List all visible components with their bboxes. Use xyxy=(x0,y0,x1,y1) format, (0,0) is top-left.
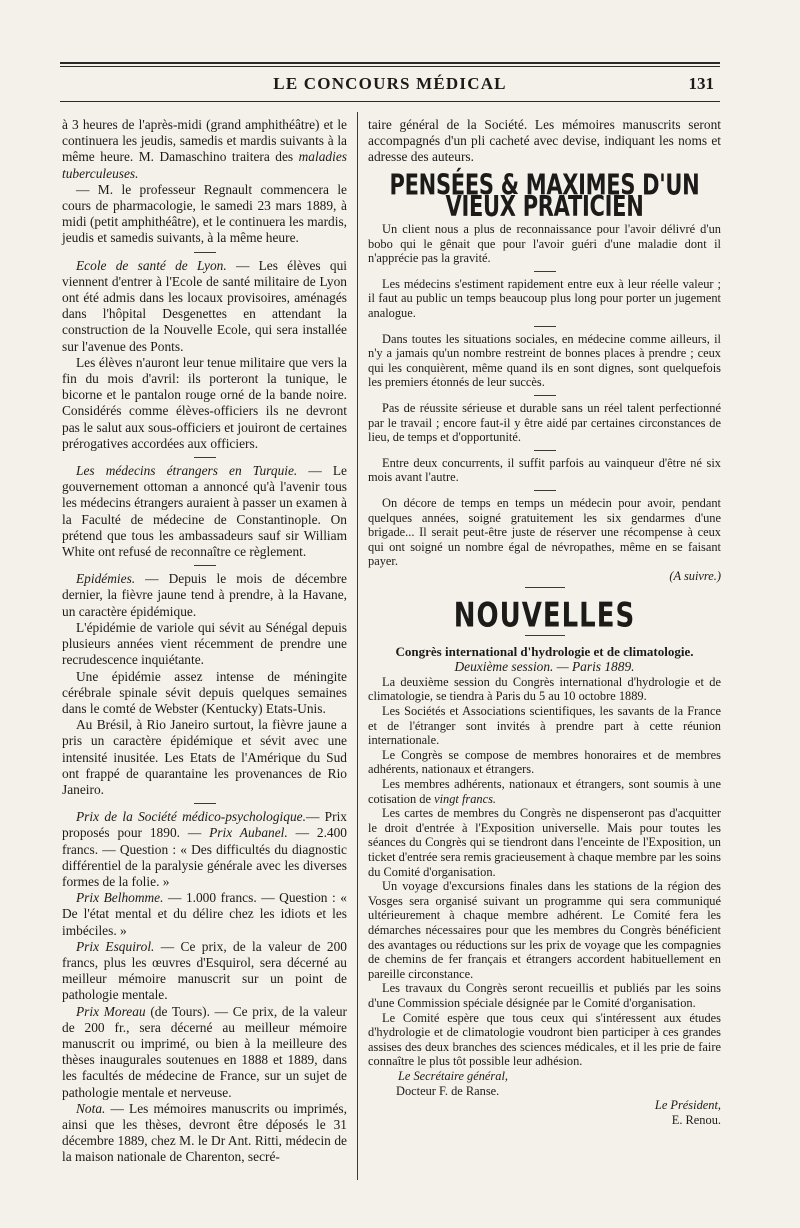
maxim: Entre deux concurrents, il suffit parfois au vainqueur d'être né six mois avant l'autre. xyxy=(368,455,721,485)
text: — Le gouvernement ottoman a annoncé qu'à l'avenir tous les médecins étrangers auraient à passer un examen à la Faculté de médecine de Constantinople. On prétend que tous les ambassadeurs sauf sir William White ont refusé de reconnaître ce règlement. xyxy=(62,463,347,560)
article-body xyxy=(368,675,721,1127)
separator xyxy=(194,252,216,253)
article-title: Congrès international d'hydrologie et de climatologie. xyxy=(395,643,694,659)
paragraph xyxy=(62,258,347,355)
text: — Ce prix, de la valeur de 200 francs, plus les œuvres d'Esquirol, sera décerné au meilleur mémoire manuscrit sur un point de pathologie mentale. xyxy=(62,938,347,1003)
journal-title: LE CONCOURS MÉDICAL xyxy=(273,74,507,93)
paragraph xyxy=(62,571,347,620)
separator xyxy=(534,271,556,272)
signature-name: Docteur F. de Ranse. xyxy=(396,1083,500,1098)
separator xyxy=(534,450,556,451)
text: — Depuis le mois de décembre dernier, la fièvre jaune tend à prendre, à la Havane, un caractère épidémique. xyxy=(62,571,347,619)
paragraph: taire général de la Société. Les mémoires manuscrits seront accompagnés d'un pli cacheté avec devise, indiquant les noms et adresse des auteurs. xyxy=(368,117,721,165)
maxim: Un client nous a plus de reconnaissance pour l'avoir délivré d'un bobo qui le gênait que pour l'avoir guéri d'une maladie dont il n'apprécie pas la gravité. xyxy=(368,222,721,266)
text: — Les élèves qui viennent d'entrer à l'Ecole de santé militaire de Lyon ont été admis dans les locaux provisoires, aménagés dans l'hôpital Desgenettes en attendant la construction de la Nouvelle Ecole, qui sera installée sur l'avenue des Ponts. xyxy=(62,257,347,354)
page-number: 131 xyxy=(688,74,714,93)
text-italic: Deuxième session. — Paris 1889. xyxy=(454,658,635,674)
text: à 3 heures de l'après-midi (grand amphithéâtre) et le continuera les jeudis, samedis et mardis suivants à la même heure. M. Damaschino traitera des xyxy=(62,117,347,165)
maxim: On décore de temps en temps un médecin pour avoir, pendant quelques années, soigné gratuitement les six gendarmes d'une brigade... Il serait peut-être juste de réserver une récompense à ceux qui ont soigné un nombre égal de névropathes, même en se faisant payer. xyxy=(368,495,721,569)
text-italic: Prix Moreau xyxy=(76,1003,146,1019)
paragraph xyxy=(62,1101,347,1166)
paragraph xyxy=(62,939,347,1004)
paragraph xyxy=(62,890,347,939)
paragraph xyxy=(62,809,347,890)
right-column xyxy=(368,117,721,1127)
paragraph: Une épidémie assez intense de méningite cérébrale spinale sévit depuis quelques semaines dans le comté de Webster (Kentucky) Etats-Unis. xyxy=(62,668,347,716)
page-header xyxy=(60,74,720,100)
signature-title xyxy=(368,1098,721,1113)
left-column xyxy=(62,117,347,1166)
text-italic: Prix Aubanel. xyxy=(209,825,288,841)
top-rule-thin xyxy=(60,66,720,67)
text-italic: Prix Belhomme. xyxy=(76,890,164,906)
text-italic: Le Secrétaire général, xyxy=(398,1068,508,1083)
text-italic: vingt francs. xyxy=(434,791,497,806)
signature-title xyxy=(398,1069,721,1084)
text-italic: Nota. xyxy=(76,1100,106,1116)
maxims xyxy=(368,222,721,583)
top-rule xyxy=(60,62,720,64)
paragraph: Les travaux du Congrès seront recueillis et publiés par les soins d'une Commission spéciale désignée par le Comité d'organisation. xyxy=(368,981,721,1010)
paragraph xyxy=(62,117,347,182)
maxim: Les médecins s'estiment rapidement entre eux à leur réelle valeur ; il faut au public un temps beaucoup plus long pour porter un jugement analogue. xyxy=(368,276,721,320)
paragraph: — M. le professeur Regnault commencera le cours de pharmacologie, le samedi 23 mars 1889, à midi (petit amphithéâtre), et le continuera les mardis, jeudis et samedis suivants, à la même heure. xyxy=(62,181,347,246)
paragraph: Les cartes de membres du Congrès ne dispenseront pas d'acquitter le droit d'entrée à l'Exposition universelle. Mais pour toutes les séances du Congrès qui se tiendront dans l'enceinte de l'Exposition, un ticket d'entrée sera remis gracieusement à chaque membre par les soins du Comité d'organisation. xyxy=(368,806,721,879)
text-italic: Prix Esquirol. xyxy=(76,938,155,954)
paragraph xyxy=(368,777,721,806)
text: — Prix proposés pour 1890. — xyxy=(62,809,347,841)
text: — 1.000 francs. — Question : « De l'état mental et du délire chez les idiots et les imbéciles. » xyxy=(62,890,347,938)
paragraph: Les Sociétés et Associations scientifiques, les savants de la France et de l'étranger sont invités à prendre part à cette réunion internationale. xyxy=(368,704,721,748)
paragraph: Au Brésil, à Rio Janeiro surtout, la fièvre jaune a pris un caractère épidémique et sévit avec une intensité inusitée. Les Etats de l'Amérique du Sud ont frappé de quarantaine les provenances de Rio Janeiro. xyxy=(62,717,347,797)
separator xyxy=(525,587,565,588)
separator xyxy=(534,326,556,327)
text-italic: (A suivre.) xyxy=(669,568,721,583)
column-divider xyxy=(357,112,358,1180)
separator xyxy=(194,565,216,566)
article-subtitle xyxy=(368,659,721,675)
text: — Les mémoires manuscrits ou imprimés, ainsi que les thèses, devront être déposés le 31 décembre 1889, chez M. le Dr Ant. Ritti, médecin de la maison nationale de Charenton, secré- xyxy=(62,1100,347,1165)
text: (de Tours). — Ce prix, de la valeur de 200 fr., sera décerné au meilleur mémoire manuscrit ou imprimé, ou bien à la meilleure des thèses inaugurales soutenues en 1888 et 1889, dans les facultés de médecine de France, sur un sujet de pathologie mentale et nerveuse. xyxy=(62,1003,347,1100)
section-title: Prix de la Société médico-psychologique. xyxy=(76,809,306,825)
section-title: Epidémies. xyxy=(76,571,136,587)
paragraph: Les élèves n'auront leur tenue militaire que vers la fin du mois d'avril: ils porteront la tunique, le bicorne et le pantalon rouge orné de la bande noire. Considérés comme élèves-officiers ils ne devront pas le salut aux sous-officiers et jouiront de certaines prérogatives accordées aux officiers. xyxy=(62,354,347,451)
paragraph: La deuxième session du Congrès international d'hydrologie et de climatologie, se tiendra à Paris du 5 au 10 octobre 1889. xyxy=(368,674,721,704)
text: Les membres adhérents, nationaux et étrangers, sont soumis à une cotisation de xyxy=(368,777,721,806)
paragraph: L'épidémie de variole qui sévit au Sénégal depuis plusieurs années vient récemment de prendre une recrudescence inquiétante. xyxy=(62,619,347,668)
section-heading: PENSÉES & MAXIMES D'UN VIEUX PRATICIEN xyxy=(389,168,700,223)
paragraph: Un voyage d'excursions finales dans les stations de la région des Vosges sera organisé suivant un programme qui sera communiqué ultérieurement à chaque membre adhérent. Le Comité fera les démarches nécessaires pour que les membres du Congrès bénéficient des avantages ou réductions sur les prix de voyage que les compagnies de chemins de fer français et étrangers accordent habituellement en pareille circonstance. xyxy=(368,879,721,981)
header-rule xyxy=(60,101,720,102)
text: — 2.400 francs. — Question : « Des difficultés du diagnostic différentiel de la paralysie générale avec les diverses formes de la folie. » xyxy=(62,825,347,889)
separator xyxy=(194,457,216,458)
separator xyxy=(534,395,556,396)
paragraph xyxy=(62,463,347,560)
text-italic: maladies tuberculeuses. xyxy=(62,149,347,181)
separator xyxy=(534,490,556,491)
section-title: Ecole de santé de Lyon. xyxy=(76,257,227,273)
continuation-note xyxy=(368,569,721,584)
maxim: Pas de réussite sérieuse et durable sans un réel talent perfectionné par le travail ; encore faut-il y être aidé par certaines circonstances de lieu, de temps et d'opportunité. xyxy=(368,400,721,445)
section-title: Les médecins étrangers en Turquie. xyxy=(76,463,298,479)
paragraph xyxy=(62,1004,347,1101)
maxim: Dans toutes les situations sociales, en médecine comme ailleurs, il n'y a jamais qu'un nombre restreint de bonnes places à prendre ; ceux qui les conquièrent, même quand ils en sont dignes, sont quelquefois les premiers étonnés de leur succès. xyxy=(368,331,721,390)
separator xyxy=(194,803,216,804)
signature-name: E. Renou. xyxy=(671,1112,721,1127)
text-italic: Le Président, xyxy=(654,1098,721,1113)
paragraph: Le Congrès se compose de membres honoraires et de membres adhérents, nationaux et étrangers. xyxy=(368,747,721,777)
paragraph: Le Comité espère que tous ceux qui s'intéressent aux études d'hydrologie et de climatologie voudront bien participer à ces grandes assises des deux branches des sciences médicales, et il les prie de faire connaître le plus tôt possible leur adhésion. xyxy=(368,1010,721,1069)
section-heading: NOUVELLES xyxy=(453,596,636,636)
